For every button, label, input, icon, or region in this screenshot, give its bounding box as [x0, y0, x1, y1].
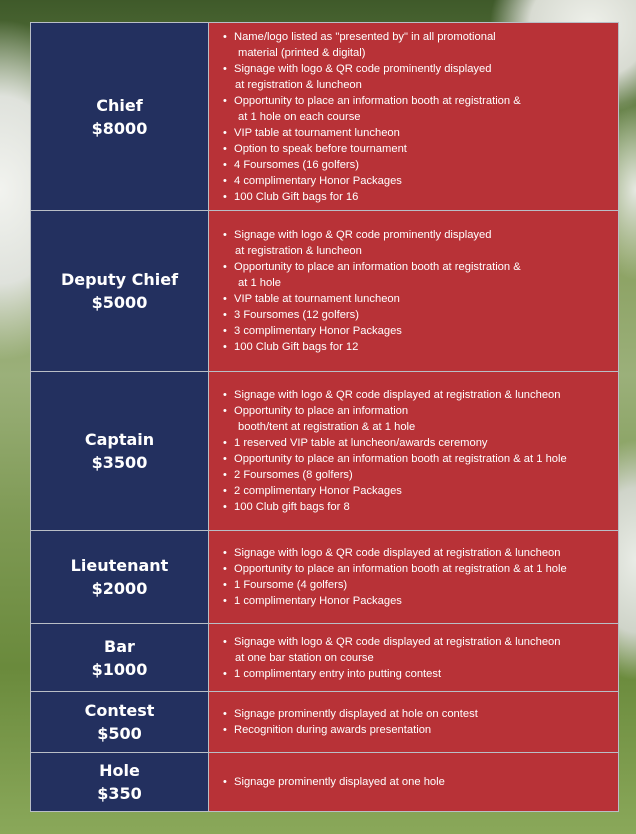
benefit-text: 2 complimentary Honor Packages	[234, 485, 402, 497]
benefit-text: Name/logo listed as "presented by" in all promotional	[234, 30, 496, 43]
benefit-item	[223, 467, 612, 483]
tier-cell	[31, 624, 209, 692]
tier-row	[31, 692, 619, 753]
benefit-text-continued: at one bar station on course	[235, 651, 374, 664]
benefit-text: Opportunity to place an information booth at registration &	[234, 261, 521, 273]
benefit-item	[223, 593, 612, 609]
tier-name: Chief	[96, 95, 143, 115]
benefit-text: Signage with logo & QR code displayed at registration & luncheon	[234, 389, 561, 401]
benefits-list	[223, 634, 612, 682]
benefit-text: Signage prominently displayed at hole on contest	[234, 708, 478, 720]
tier-price: $3500	[91, 453, 148, 472]
tier-cell	[31, 531, 209, 624]
benefit-item	[223, 291, 612, 307]
benefit-item	[223, 29, 612, 61]
tier-cell	[31, 23, 209, 211]
benefit-item	[223, 227, 612, 259]
benefit-text: Signage with logo & QR code displayed at registration & luncheon	[234, 547, 561, 559]
benefit-item	[223, 499, 612, 515]
tier-row	[31, 753, 619, 812]
benefit-item	[223, 339, 612, 355]
benefit-text: Opportunity to place an information	[234, 405, 409, 417]
benefit-text: 100 Club Gift bags for 12	[234, 341, 359, 353]
tier-name: Bar	[104, 636, 135, 656]
benefit-item	[223, 666, 612, 682]
benefit-item	[223, 93, 612, 125]
tier-cell	[31, 753, 209, 812]
benefit-text: 1 Foursome (4 golfers)	[234, 579, 348, 591]
benefit-text: 1 complimentary Honor Packages	[234, 595, 402, 607]
tier-row	[31, 531, 619, 624]
tier-price: $1000	[91, 659, 148, 679]
benefit-text: Signage prominently displayed at one hole	[234, 776, 445, 788]
benefit-item	[223, 483, 612, 499]
benefit-text: 2 Foursomes (8 golfers)	[234, 469, 353, 481]
benefit-item	[223, 545, 612, 561]
benefit-text: 100 Club Gift bags for 16	[234, 190, 359, 203]
tier-row	[31, 372, 619, 531]
tier-row	[31, 624, 619, 692]
benefit-item	[223, 61, 612, 93]
benefit-item	[223, 561, 612, 577]
benefit-text: Option to speak before tournament	[234, 142, 407, 155]
benefit-text-continued: booth/tent at registration & at 1 hole	[238, 421, 416, 433]
benefit-item	[223, 435, 612, 451]
benefit-text-continued: at registration & luncheon	[235, 78, 362, 91]
benefit-text: VIP table at tournament luncheon	[234, 293, 400, 305]
benefits-list	[223, 227, 612, 355]
tier-name: Hole	[99, 761, 140, 780]
benefit-text: Signage with logo & QR code prominently displayed	[234, 62, 492, 75]
benefit-text: Opportunity to place an information booth at registration & at 1 hole	[234, 563, 567, 575]
benefit-item	[223, 189, 612, 205]
benefits-list	[223, 774, 612, 790]
tier-row	[31, 23, 619, 211]
benefit-item	[223, 403, 612, 435]
tier-price: $5000	[91, 293, 148, 312]
benefit-text: VIP table at tournament luncheon	[234, 126, 400, 139]
tier-row	[31, 211, 619, 372]
tier-name: Deputy Chief	[60, 270, 179, 289]
benefit-item	[223, 125, 612, 141]
benefit-item	[223, 157, 612, 173]
sponsorship-table-body	[31, 23, 619, 812]
benefit-item	[223, 774, 612, 790]
benefit-text: 4 Foursomes (16 golfers)	[234, 158, 359, 171]
benefits-cell	[209, 211, 619, 372]
benefit-text-continued: at 1 hole	[238, 277, 281, 289]
benefit-item	[223, 141, 612, 157]
benefit-item	[223, 706, 612, 722]
tier-cell	[31, 692, 209, 753]
benefit-item	[223, 577, 612, 593]
benefit-item	[223, 259, 612, 291]
benefit-text: Signage with logo & QR code prominently displayed	[234, 229, 492, 241]
benefit-text-continued: at 1 hole on each course	[238, 110, 361, 123]
benefit-text: 1 complimentary entry into putting contest	[234, 667, 442, 680]
benefits-list	[223, 387, 612, 515]
benefit-item	[223, 722, 612, 738]
benefits-cell	[209, 372, 619, 531]
tier-cell	[31, 372, 209, 531]
benefit-text: 3 complimentary Honor Packages	[234, 325, 402, 337]
benefit-item	[223, 451, 612, 467]
benefits-list	[223, 29, 612, 205]
tier-price: $8000	[91, 118, 148, 138]
benefit-text: 100 Club gift bags for 8	[234, 501, 350, 513]
benefit-text: 1 reserved VIP table at luncheon/awards ceremony	[234, 437, 488, 449]
benefit-text: 4 complimentary Honor Packages	[234, 174, 402, 187]
benefit-text: Opportunity to place an information booth at registration &	[234, 94, 521, 107]
benefits-cell	[209, 23, 619, 211]
benefits-cell	[209, 692, 619, 753]
benefit-text: Opportunity to place an information booth at registration & at 1 hole	[234, 453, 567, 465]
sponsorship-table	[30, 22, 619, 812]
benefit-text: Signage with logo & QR code displayed at registration & luncheon	[234, 635, 561, 648]
tier-name: Contest	[84, 701, 155, 720]
benefits-list	[223, 706, 612, 738]
benefit-item	[223, 173, 612, 189]
benefit-text-continued: material (printed & digital)	[238, 46, 366, 59]
benefit-item	[223, 323, 612, 339]
benefit-text-continued: at registration & luncheon	[235, 245, 362, 257]
benefit-item	[223, 634, 612, 666]
benefits-cell	[209, 531, 619, 624]
tier-cell	[31, 211, 209, 372]
tier-price: $350	[97, 784, 142, 803]
tier-price: $500	[97, 724, 142, 743]
benefits-list	[223, 545, 612, 609]
benefit-item	[223, 387, 612, 403]
benefits-cell	[209, 753, 619, 812]
benefit-item	[223, 307, 612, 323]
benefit-text: Recognition during awards presentation	[234, 724, 432, 736]
tier-name: Lieutenant	[70, 556, 169, 575]
benefits-cell	[209, 624, 619, 692]
tier-name: Captain	[84, 430, 155, 449]
benefit-text: 3 Foursomes (12 golfers)	[234, 309, 359, 321]
tier-price: $2000	[91, 579, 148, 598]
